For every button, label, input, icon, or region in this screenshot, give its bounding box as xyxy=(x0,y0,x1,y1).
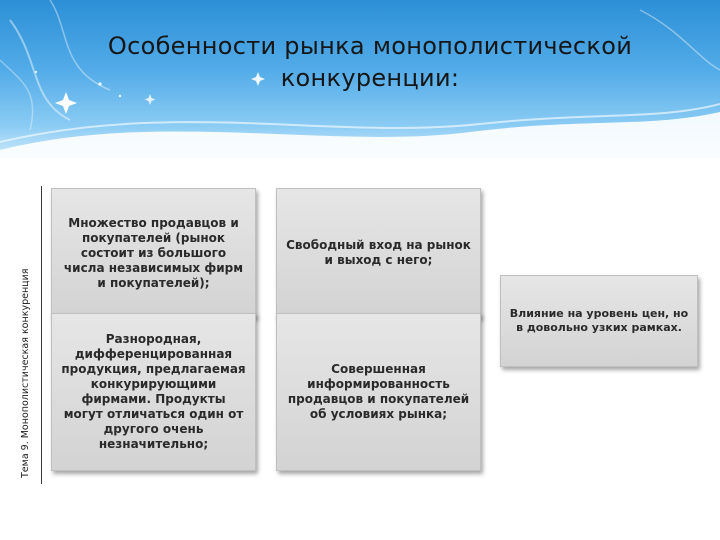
slide-title-line2: конкуренции: xyxy=(280,64,460,92)
feature-card-text: Разнородная, дифференцированная продукция, предлагаемая конкурирующими фирмами. Продукты могут отличаться один от другого очень незначительно; xyxy=(61,332,246,451)
feature-card-text: Свободный вход на рынок и выход с него; xyxy=(286,238,471,267)
feature-card-information xyxy=(276,313,481,471)
feature-card-price-influence xyxy=(500,275,698,367)
feature-card-differentiated-product xyxy=(51,313,256,471)
feature-card-free-entry xyxy=(276,188,481,318)
side-divider xyxy=(41,186,42,484)
feature-card-sellers-buyers xyxy=(51,188,256,318)
feature-card-text: Влияние на уровень цен, но в довольно узких рамках. xyxy=(509,307,689,334)
side-topic-label: Тема 9. Монополистическая конкуренция xyxy=(20,268,31,478)
feature-card-text: Множество продавцов и покупателей (рынок состоит из большого числа независимых фирм и покупателей); xyxy=(63,215,244,290)
feature-card-text: Совершенная информированность продавцов и покупателей об условиях рынка; xyxy=(287,362,470,421)
slide-title xyxy=(70,30,670,94)
slide-title-line1: Особенности рынка монополистической xyxy=(107,32,633,60)
